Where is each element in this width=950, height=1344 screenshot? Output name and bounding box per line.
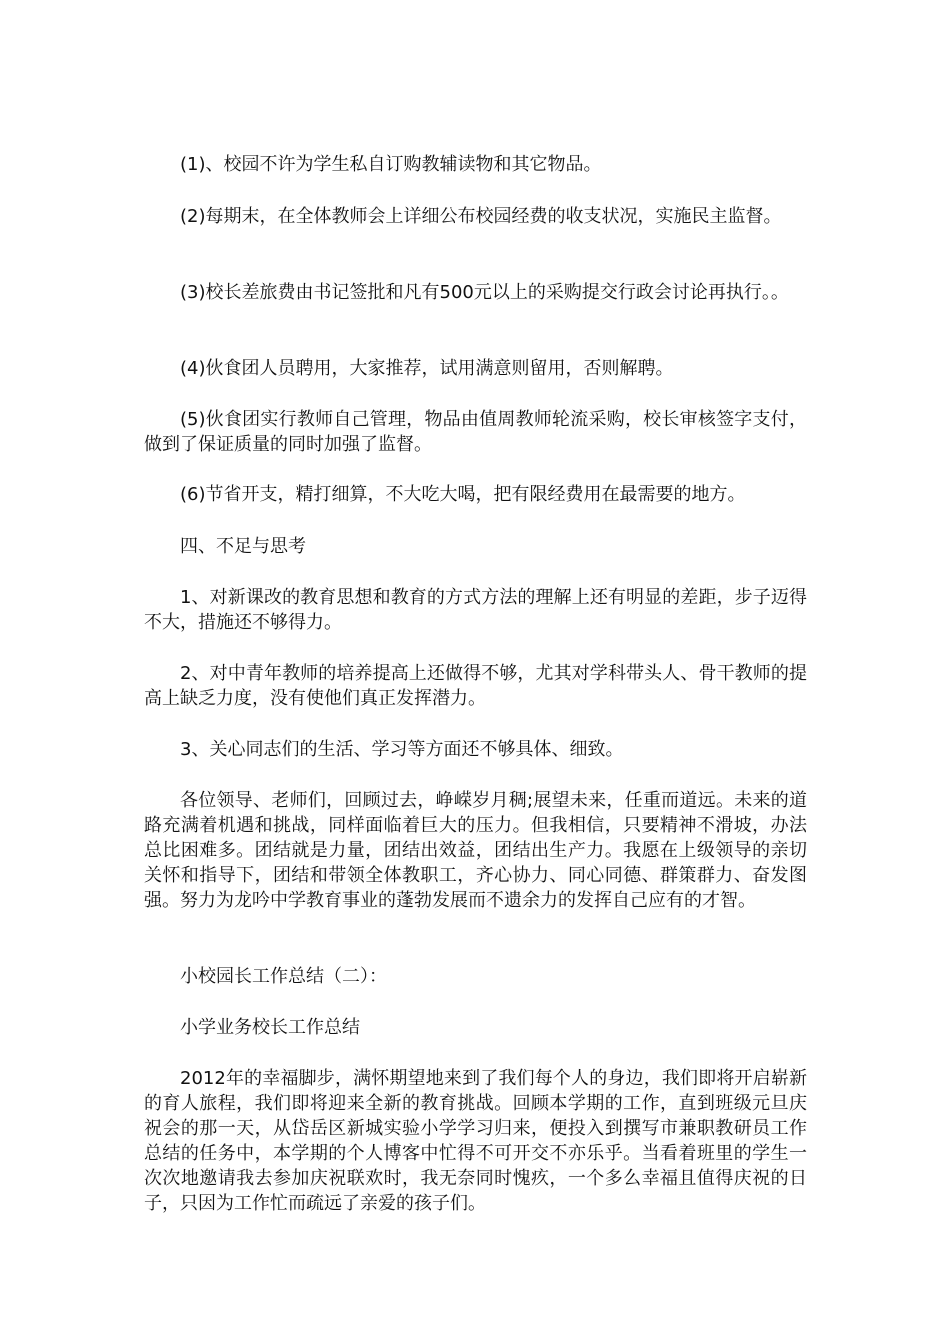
paragraph-item-7: 1、对新课改的教育思想和教育的方式方法的理解上还有明显的差距，步子迈得不大，措施还不够得力。	[144, 587, 807, 633]
paragraph-item-5: (5)伙食团实行教师自己管理，物品由值周教师轮流采购，校长审核签字支付，做到了保证质量的同时加强了监督。	[144, 409, 807, 455]
closing-paragraph: 各位领导、老师们，回顾过去，峥嵘岁月稠;展望未来，任重而道远。未来的道路充满着机遇和挑战，同样面临着巨大的压力。但我相信，只要精神不滑坡，办法总比困难多。团结就是力量，团结出效益，团结出生产力。我愿在上级领导的亲切关怀和指导下，团结和带领全体教职工，齐心协力、同心同德、群策群力、奋发图强。努力为龙吟中学教育事业的蓬勃发展而不遗余力的发挥自己应有的才智。	[144, 790, 807, 911]
paragraph-item-4: (4)伙食团人员聘用，大家推荐，试用满意则留用，否则解聘。	[180, 358, 674, 379]
paragraph-item-9: 3、关心同志们的生活、学习等方面还不够具体、细致。	[180, 739, 624, 760]
paragraph-item-1: (1)、校园不许为学生私自订购教辅读物和其它物品。	[180, 154, 602, 175]
paragraph-item-2: (2)每期末，在全体教师会上详细公布校园经费的收支状况，实施民主监督。	[180, 206, 782, 227]
paragraph-item-3: (3)校长差旅费由书记签批和凡有500元以上的采购提交行政会讨论再执行。。	[180, 282, 789, 303]
paragraph-item-8: 2、对中青年教师的培养提高上还做得不够，尤其对学科带头人、骨干教师的提高上缺乏力度，没有使他们真正发挥潜力。	[144, 663, 807, 709]
body-paragraph: 2012年的幸福脚步，满怀期望地来到了我们每个人的身边，我们即将开启崭新的育人旅程，我们即将迎来全新的教育挑战。回顾本学期的工作，直到班级元旦庆祝会的那一天，从岱岳区新城实验小学学习归来，便投入到撰写市兼职教研员工作总结的任务中，本学期的个人博客中忙得不可开交不亦乐乎。当看着班里的学生一次次地邀请我去参加庆祝联欢时，我无奈同时愧疚，一个多么幸福且值得庆祝的日子，只因为工作忙而疏远了亲爱的孩子们。	[144, 1068, 807, 1214]
subsection-title: 小学业务校长工作总结	[180, 1017, 360, 1038]
section-heading: 四、不足与思考	[180, 536, 306, 557]
section-title: 小校园长工作总结（二）：	[180, 966, 387, 987]
paragraph-item-6: (6)节省开支，精打细算，不大吃大喝，把有限经费用在最需要的地方。	[180, 484, 746, 505]
